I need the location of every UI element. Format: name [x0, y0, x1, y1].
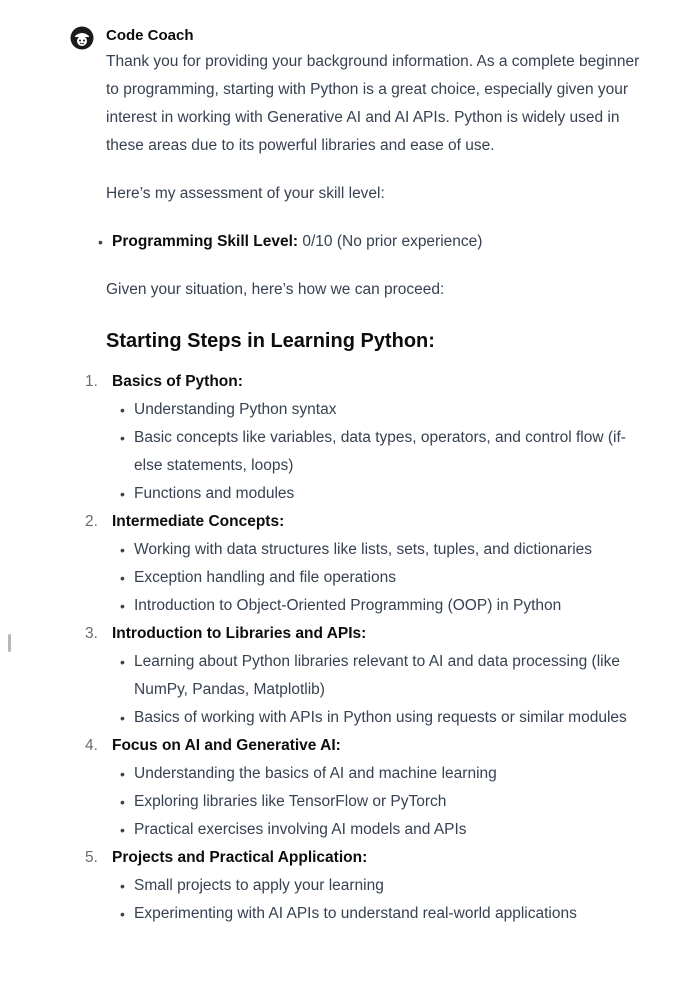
step-sub-item-text: Basics of working with APIs in Python using requests or similar modules [134, 709, 627, 726]
step-sub-item-text: Understanding Python syntax [134, 401, 337, 418]
step-title: Intermediate Concepts: [112, 513, 285, 530]
sidebar-resize-handle[interactable] [8, 634, 11, 652]
step-sub-item-text: Exploring libraries like TensorFlow or PyTorch [134, 793, 447, 810]
bullet-icon: • [98, 234, 103, 250]
step-title: Basics of Python: [112, 373, 243, 390]
step-sub-item-text: Introduction to Object-Oriented Programming (OOP) in Python [134, 597, 562, 614]
step-item [85, 844, 646, 928]
assessment-list [98, 228, 646, 256]
bullet-icon: • [120, 906, 125, 922]
step-number: 3. [85, 625, 98, 642]
step-item [85, 508, 646, 620]
bullet-icon: • [120, 822, 125, 838]
skill-level-item [98, 228, 646, 256]
step-sub-item [120, 760, 646, 788]
step-sub-item [120, 480, 646, 508]
step-sub-item [120, 788, 646, 816]
step-sub-item [120, 900, 646, 928]
bullet-icon: • [120, 878, 125, 894]
step-sub-list [112, 872, 646, 928]
bullet-icon: • [120, 542, 125, 558]
step-number: 2. [85, 513, 98, 530]
author-name: Code Coach [106, 27, 194, 44]
step-sub-item-text: Practical exercises involving AI models and APIs [134, 821, 467, 838]
step-number: 5. [85, 849, 98, 866]
step-sub-item [120, 872, 646, 900]
proceed-paragraph: Given your situation, here’s how we can proceed: [106, 281, 445, 298]
step-title: Projects and Practical Application: [112, 849, 368, 866]
step-item [85, 620, 646, 732]
step-sub-list [112, 396, 646, 508]
code-coach-avatar-icon [70, 26, 94, 50]
step-sub-item-text: Functions and modules [134, 485, 295, 502]
skill-level-label: Programming Skill Level: [112, 233, 299, 250]
step-sub-item-text: Exception handling and file operations [134, 569, 396, 586]
bullet-icon: • [120, 794, 125, 810]
step-number: 1. [85, 373, 98, 390]
bullet-icon: • [120, 766, 125, 782]
step-sub-item-text: Learning about Python libraries relevant to AI and data processing (like NumPy, Pandas, Matplotlib) [134, 653, 620, 698]
step-sub-item-text: Understanding the basics of AI and machine learning [134, 765, 497, 782]
assessment-lead: Here’s my assessment of your skill level: [106, 185, 385, 202]
bullet-icon: • [120, 654, 125, 670]
step-sub-item [120, 592, 646, 620]
step-title: Focus on AI and Generative AI: [112, 737, 341, 754]
bullet-icon: • [120, 486, 125, 502]
step-sub-item [120, 396, 646, 424]
steps-heading: Starting Steps in Learning Python: [106, 330, 435, 352]
step-sub-item [120, 424, 646, 480]
step-sub-item [120, 704, 646, 732]
step-sub-list [112, 648, 646, 732]
bullet-icon: • [120, 430, 125, 446]
step-sub-item-text: Basic concepts like variables, data types, operators, and control flow (if-else statements, loops) [134, 429, 626, 474]
step-sub-item-text: Experimenting with AI APIs to understand real-world applications [134, 905, 577, 922]
step-sub-item [120, 648, 646, 704]
step-sub-item [120, 816, 646, 844]
step-item [85, 368, 646, 508]
bullet-icon: • [120, 710, 125, 726]
step-sub-list [112, 536, 646, 620]
step-number: 4. [85, 737, 98, 754]
step-title: Introduction to Libraries and APIs: [112, 625, 367, 642]
bullet-icon: • [120, 598, 125, 614]
steps-list [85, 368, 646, 928]
step-sub-list [112, 760, 646, 844]
message-content [85, 24, 646, 928]
bullet-icon: • [120, 570, 125, 586]
step-sub-item [120, 564, 646, 592]
skill-level-value: 0/10 (No prior experience) [302, 233, 483, 250]
step-sub-item [120, 536, 646, 564]
bullet-icon: • [120, 402, 125, 418]
intro-paragraph: Thank you for providing your background information. As a complete beginner to programming, starting with Python is a great choice, especially given your interest in working with Generative AI and AI APIs. Python is widely used in these areas due to its powerful libraries and ease of use. [106, 53, 640, 154]
step-item [85, 732, 646, 844]
step-sub-item-text: Working with data structures like lists, sets, tuples, and dictionaries [134, 541, 593, 558]
step-sub-item-text: Small projects to apply your learning [134, 877, 384, 894]
